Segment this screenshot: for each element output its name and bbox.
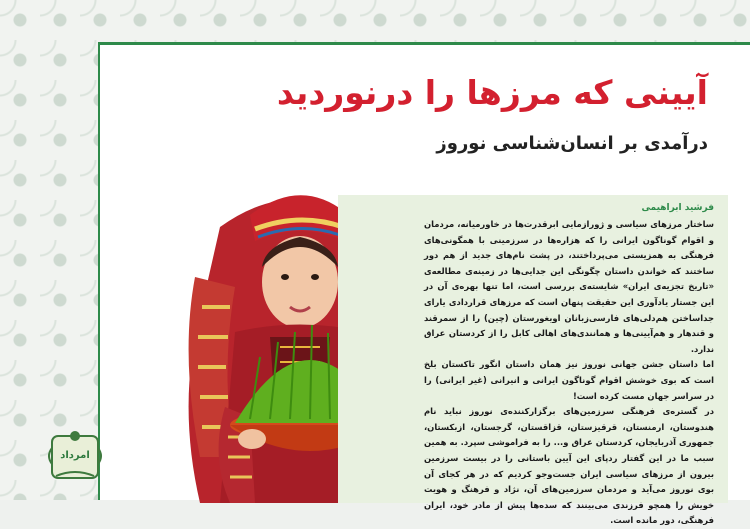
article-paragraph: اما داستان جشن جهانی نوروز نیز همان داستان انگور تاکستان بلخ است که بوی خوشش اقوام گوناگون ایرانی و انیرانی (غیر ایرانی) را در سراسر جهان مست کرده است! (424, 359, 714, 401)
article-page (98, 42, 750, 526)
article-paragraph: در گستره‌ی فرهنگی سرزمین‌های برگزارکننده‌ی نوروز نباید نام هندوستان، ارمنستان، قرقیزستان، قزاقستان، گرجستان، ازبکستان، جمهوری آذربایجان، کردستان عراق و... را به فراموشی سپرد. به همین سبب ما در این گفتار ردپای این آیین باستانی را در بیست سرزمین بیرون از مرزهای سیاسی ایران جست‌وجو کردیم که در هر کجای آن بوی نوروز می‌آید و مردمان سرزمین‌های آن، نژاد و فرهنگ و هویت خویش را همچو فرزندی می‌بینند که سده‌ها پیش از مادر خود، ایران فرهنگی، دور مانده است. (424, 406, 714, 526)
article-author: فرشید ابراهیمی (641, 203, 714, 213)
article-text-panel (338, 195, 728, 526)
publication-logo (46, 428, 104, 484)
logo-label: امرداد (60, 450, 90, 461)
article-body (424, 217, 714, 529)
article-paragraph: ساختار مرزهای سیاسی و ژورازمایی ابرقدرت‌ها در خاورمیانه، مردمان و اقوام گوناگون ایرانی را که هزاره‌ها در سرزمینی با همگونی‌های فرهنگی به همزیستی می‌پرداختند، در پشت نام‌های جدید از هم دور ساختند که خواندن داستان چگونگی این جدایی‌ها در زمینه‌ی مطالعه‌ی «تاریخ تجزیه‌ی ایران» شایسته‌ی بررسی است، اما تنها بهره‌ی آن در این جستار یادآوری این حقیقت پنهان است که مرزهای قراردادی یارای جداساختن هم‌دلی‌های فارسی‌زبانان اویغورستان (چین) را از سمرقند و قندهار و هم‌آیینی‌ها و همانندی‌های اهالی کابل را از کردستان عراق ندارد. (424, 219, 714, 354)
article-title: آیینی که مرزها را درنوردید (276, 73, 708, 112)
article-subtitle: درآمدی بر انسان‌شناسی نوروز (436, 133, 708, 154)
